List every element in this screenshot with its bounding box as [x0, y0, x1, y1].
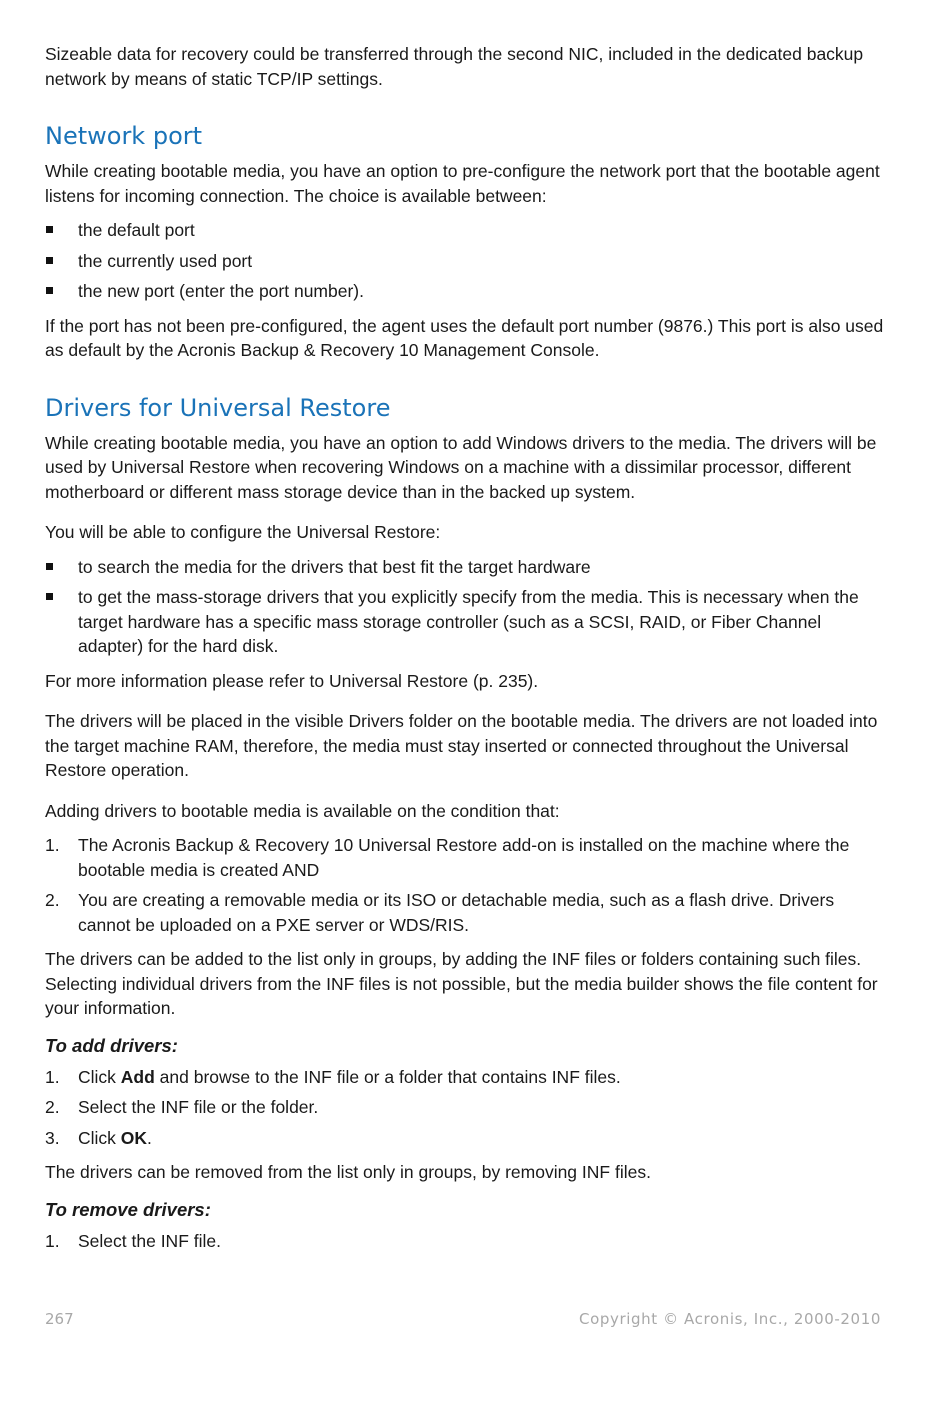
intro-paragraph: Sizeable data for recovery could be transferred through the second NIC, included in the dedicated backup network by means of static TCP/IP settings.: [45, 44, 864, 89]
list-item: 2. Select the INF file or the folder.: [45, 1097, 319, 1117]
bullet-icon: [46, 593, 53, 600]
network-port-options: [45, 218, 885, 304]
list-item: the default port: [45, 218, 885, 243]
network-port-intro: While creating bootable media, you have an option to pre-configure the network port that the bootable agent listens for incoming connection. The choice is available between:: [45, 161, 880, 206]
network-port-heading: Network port: [45, 122, 203, 150]
list-item: the currently used port: [45, 249, 885, 274]
configure-options: [45, 555, 885, 659]
list-item: to get the mass-storage drivers that you explicitly specify from the media. This is necessary when the target hardware has a specific mass storage controller (such as a SCSI, RAID, or Fiber Channel adapter) for the hard disk.: [45, 585, 885, 659]
condition-intro: Adding drivers to bootable media is available on the condition that:: [45, 800, 560, 821]
document-page: [45, 42, 885, 1259]
network-port-note: If the port has not been pre-configured, the agent uses the default port number (9876.) This port is also used as default by the Acronis Backup & Recovery 10 Management Console.: [45, 315, 884, 360]
configure-intro: You will be able to configure the Universal Restore:: [45, 522, 441, 542]
remove-steps: [45, 1229, 885, 1254]
list-item: 1. Select the INF file.: [45, 1230, 221, 1251]
drivers-intro: While creating bootable media, you have an option to add Windows drivers to the media. The drivers will be used by Universal Restore when recovering Windows on a machine with a dissimilar processor, different motherboard or different mass storage device than in the backed up system.: [45, 432, 877, 502]
copyright-notice: Copyright © Acronis, Inc., 2000-2010: [579, 1310, 881, 1328]
list-item: 1. Click Add and browse to the INF file or a folder that contains INF files.: [45, 1066, 621, 1087]
add-steps: [45, 1065, 885, 1151]
bullet-icon: [46, 226, 53, 233]
add-drivers-title: To add drivers:: [45, 1034, 178, 1056]
list-item: 3. Click OK.: [45, 1127, 152, 1148]
remove-drivers-title: To remove drivers:: [45, 1198, 211, 1220]
bullet-icon: [46, 563, 53, 570]
drivers-heading: Drivers for Universal Restore: [45, 393, 391, 422]
list-item: to search the media for the drivers that best fit the target hardware: [45, 555, 885, 580]
remove-note: The drivers can be removed from the list only in groups, by removing INF files.: [45, 1162, 651, 1182]
bullet-icon: [46, 287, 53, 294]
list-item: 2. You are creating a removable media or its ISO or detachable media, such as a flash drive. Drivers cannot be uploaded on a PXE server or WDS/RIS.: [45, 890, 835, 935]
groups-note: The drivers can be added to the list only in groups, by adding the INF files or folders containing such files. Selecting individual drivers from the INF files is not possible, but the media builder shows the file content for your information.: [45, 949, 878, 1018]
bullet-icon: [46, 257, 53, 264]
page-number: 267: [45, 1310, 74, 1328]
list-item: 1. The Acronis Backup & Recovery 10 Universal Restore add-on is installed on the machine where the bootable media is created AND: [45, 835, 850, 880]
list-item: the new port (enter the port number).: [45, 279, 885, 304]
conditions-list: [45, 833, 885, 937]
placement-note: The drivers will be placed in the visible Drivers folder on the bootable media. The drivers are not loaded into the target machine RAM, therefore, the media must stay inserted or connected throughout the Universal Restore operation.: [45, 711, 878, 780]
more-info: For more information please refer to Universal Restore (p. 235).: [45, 670, 539, 691]
